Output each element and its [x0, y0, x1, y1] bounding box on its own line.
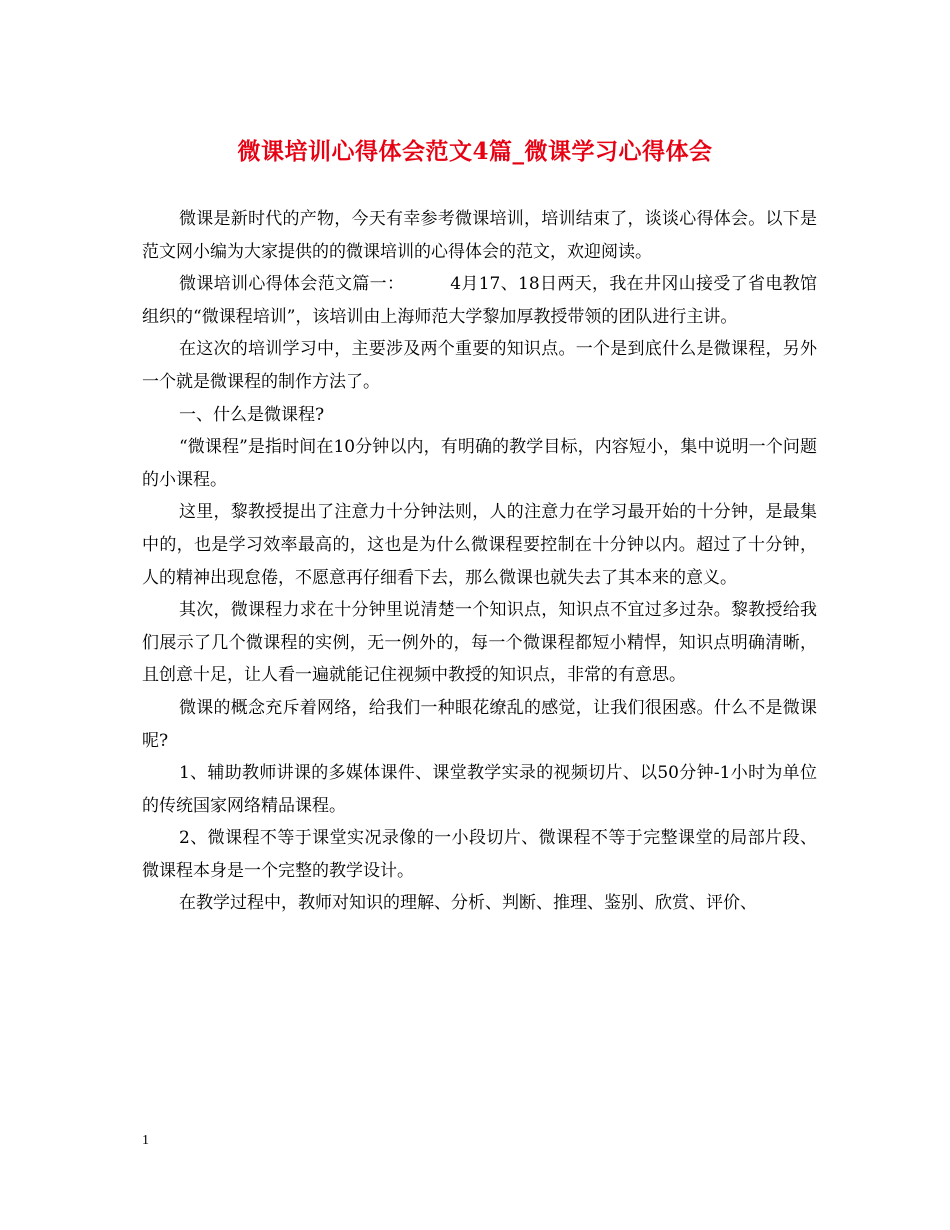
document-body: [142, 203, 817, 920]
document-title: 微课培训心得体会范文4篇_微课学习心得体会: [237, 138, 713, 165]
paragraph-teaching-process: 在教学过程中，教师对知识的理解、分析、判断、推理、鉴别、欣赏、评价、: [179, 893, 757, 914]
paragraph-knowledge-points: 在这次的培训学习中，主要涉及两个重要的知识点。一个是到底什么是微课程，另外一个就是微课程的制作方法了。: [142, 339, 817, 392]
paragraph-examples: 其次，微课程力求在十分钟里说清楚一个知识点，知识点不宜过多过杂。黎教授给我们展示了几个微课程的实例，无一例外的，每一个微课程都短小精悍，知识点明确清晰，且创意十足，让人看一遍就能记住视频中教授的知识点，非常的有意思。: [142, 600, 817, 686]
list-item-one: 1、辅助教师讲课的多媒体课件、课堂教学实录的视频切片、以50分钟-1小时为单位的传统国家网络精品课程。: [142, 763, 817, 816]
paragraph-definition: “微课程”是指时间在10分钟以内，有明确的教学目标，内容短小，集中说明一个问题的小课程。: [142, 437, 817, 490]
paragraph-intro: 微课是新时代的产物，今天有幸参考微课培训，培训结束了，谈谈心得体会。以下是范文网小编为大家提供的的微课培训的心得体会的范文，欢迎阅读。: [142, 209, 817, 262]
section-heading-what-is-micro-course: 一、什么是微课程?: [179, 404, 325, 425]
page-number: 1: [142, 1133, 149, 1148]
paragraph-ten-minute-rule: 这里，黎教授提出了注意力十分钟法则，人的注意力在学习最开始的十分钟，是最集中的，也是学习效率最高的，这也是为什么微课程要控制在十分钟以内。超过了十分钟，人的精神出现怠倦，不愿意再仔细看下去，那么微课也就失去了其本来的意义。: [142, 502, 817, 588]
paragraph-what-is-not: 微课的概念充斥着网络，给我们一种眼花缭乱的感觉，让我们很困惑。什么不是微课呢?: [142, 697, 817, 751]
list-item-two: 2、微课程不等于课堂实况录像的一小段切片、微课程不等于完整课堂的局部片段、微课程本身是一个完整的教学设计。: [142, 828, 817, 881]
paragraph-essay-one-opening: 微课培训心得体会范文篇一： 4月17、18日两天，我在井冈山接受了省电教馆组织的“微课程培训”，该培训由上海师范大学黎加厚教授带领的团队进行主讲。: [142, 274, 817, 327]
